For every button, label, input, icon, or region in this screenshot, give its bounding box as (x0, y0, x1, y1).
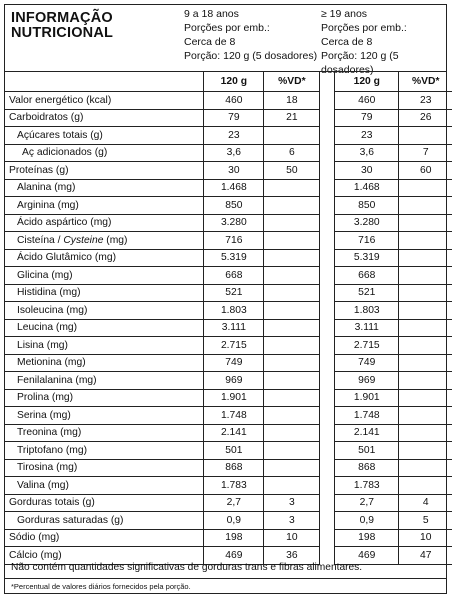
row-label: Treonina (mg) (5, 424, 204, 442)
cell-amount-9-18: 0,9 (204, 512, 264, 530)
column-gap (320, 267, 335, 285)
cell-vd-9-18: 3 (264, 512, 320, 530)
cell-vd-19-plus (399, 249, 452, 267)
cell-vd-9-18: 3 (264, 494, 320, 512)
row-label: Valor energético (kcal) (5, 92, 204, 110)
cell-amount-9-18: 2.715 (204, 337, 264, 355)
table-row (5, 442, 452, 460)
table-row (5, 477, 452, 495)
cell-amount-19-plus: 749 (335, 354, 399, 372)
row-label: Proteínas (g) (5, 162, 204, 180)
cell-vd-19-plus (399, 284, 452, 302)
cell-amount-19-plus: 23 (335, 127, 399, 145)
cell-amount-9-18: 501 (204, 442, 264, 460)
cell-vd-9-18: 18 (264, 92, 320, 110)
cell-vd-19-plus (399, 232, 452, 250)
row-label: Glicina (mg) (5, 267, 204, 285)
cell-amount-19-plus: 469 (335, 547, 399, 565)
table-row (5, 337, 452, 355)
group-approx: Cerca de 8 (184, 36, 236, 48)
group-approx: Cerca de 8 (321, 36, 373, 48)
cell-amount-9-18: 668 (204, 267, 264, 285)
table-row (5, 162, 452, 180)
cell-amount-19-plus: 716 (335, 232, 399, 250)
table-row (5, 372, 452, 390)
cell-amount-9-18: 3,6 (204, 144, 264, 162)
cell-amount-9-18: 1.748 (204, 407, 264, 425)
group-portions: Porções por emb.: (184, 22, 270, 34)
header-vd-19-plus: %VD* (399, 71, 452, 92)
column-gap (320, 337, 335, 355)
cell-amount-9-18: 79 (204, 109, 264, 127)
cell-vd-19-plus (399, 389, 452, 407)
cell-vd-19-plus: 23 (399, 92, 452, 110)
row-label: Arginina (mg) (5, 197, 204, 215)
column-gap (320, 512, 335, 530)
cell-vd-19-plus: 7 (399, 144, 452, 162)
nutrition-table (5, 71, 452, 565)
cell-amount-19-plus: 30 (335, 162, 399, 180)
cell-vd-9-18: 21 (264, 109, 320, 127)
table-row (5, 407, 452, 425)
row-label: Metionina (mg) (5, 354, 204, 372)
row-label: Tirosina (mg) (5, 459, 204, 477)
column-gap (320, 232, 335, 250)
cell-amount-9-18: 969 (204, 372, 264, 390)
group-age: 9 a 18 anos (184, 8, 239, 20)
row-label-prefix: Cisteína / (17, 234, 64, 246)
cell-amount-19-plus: 5.319 (335, 249, 399, 267)
cell-amount-19-plus: 2.141 (335, 424, 399, 442)
cell-vd-19-plus: 47 (399, 547, 452, 565)
cell-amount-19-plus: 969 (335, 372, 399, 390)
row-label: Gorduras saturadas (g) (5, 512, 204, 530)
header-vd-9-18: %VD* (264, 71, 320, 92)
column-gap (320, 92, 335, 110)
row-label: Cálcio (mg) (5, 547, 204, 565)
title-line-1: INFORMAÇÃO (11, 10, 113, 26)
column-gap (320, 249, 335, 267)
cell-amount-19-plus: 1.468 (335, 179, 399, 197)
column-gap (320, 214, 335, 232)
cell-amount-9-18: 3.111 (204, 319, 264, 337)
cell-vd-19-plus (399, 214, 452, 232)
cell-vd-9-18 (264, 442, 320, 460)
cell-vd-9-18 (264, 337, 320, 355)
footnote-rule (5, 578, 446, 579)
cell-vd-19-plus (399, 477, 452, 495)
column-gap (320, 442, 335, 460)
cell-vd-9-18 (264, 214, 320, 232)
cell-vd-9-18 (264, 354, 320, 372)
row-label: Prolina (mg) (5, 389, 204, 407)
row-label: Histidina (mg) (5, 284, 204, 302)
cell-vd-9-18 (264, 302, 320, 320)
cell-vd-19-plus (399, 407, 452, 425)
cell-vd-9-18 (264, 232, 320, 250)
table-row (5, 319, 452, 337)
cell-amount-9-18: 469 (204, 547, 264, 565)
table-row (5, 389, 452, 407)
table-row (5, 354, 452, 372)
cell-vd-9-18: 6 (264, 144, 320, 162)
vd-note: *Percentual de valores diários fornecidos pela porção. (11, 582, 191, 591)
column-gap (320, 284, 335, 302)
table-row (5, 459, 452, 477)
cell-amount-19-plus: 2.715 (335, 337, 399, 355)
table-row (5, 127, 452, 145)
cell-vd-9-18 (264, 477, 320, 495)
cell-amount-19-plus: 850 (335, 197, 399, 215)
cell-amount-9-18: 23 (204, 127, 264, 145)
label-title (11, 11, 113, 41)
cell-vd-19-plus: 26 (399, 109, 452, 127)
column-gap (320, 529, 335, 547)
table-row (5, 109, 452, 127)
cell-amount-19-plus: 868 (335, 459, 399, 477)
column-gap (320, 144, 335, 162)
header-label-cell (5, 71, 204, 92)
cell-amount-9-18: 30 (204, 162, 264, 180)
row-label: Açúcares totais (g) (5, 127, 204, 145)
row-label: Leucina (mg) (5, 319, 204, 337)
title-line-2: NUTRICIONAL (11, 25, 114, 41)
cell-vd-9-18 (264, 319, 320, 337)
cell-amount-9-18: 1.803 (204, 302, 264, 320)
column-gap (320, 302, 335, 320)
table-row (5, 232, 452, 250)
column-gap (320, 477, 335, 495)
cell-vd-9-18 (264, 284, 320, 302)
table-row (5, 267, 452, 285)
column-gap (320, 319, 335, 337)
cell-vd-9-18: 36 (264, 547, 320, 565)
cell-vd-9-18 (264, 459, 320, 477)
column-gap (320, 354, 335, 372)
cell-vd-9-18 (264, 127, 320, 145)
table-row (5, 424, 452, 442)
cell-vd-9-18 (264, 197, 320, 215)
cell-vd-9-18: 50 (264, 162, 320, 180)
cell-vd-19-plus (399, 354, 452, 372)
cell-amount-9-18: 5.319 (204, 249, 264, 267)
table-row (5, 529, 452, 547)
column-gap (320, 459, 335, 477)
cell-vd-9-18 (264, 407, 320, 425)
row-label-italic: Cysteine (63, 234, 104, 246)
cell-vd-19-plus (399, 127, 452, 145)
row-label: Gorduras totais (g) (5, 494, 204, 512)
table-row (5, 284, 452, 302)
table-header-row (5, 71, 452, 92)
cell-vd-19-plus (399, 319, 452, 337)
cell-vd-9-18 (264, 424, 320, 442)
cell-amount-9-18: 716 (204, 232, 264, 250)
cell-amount-9-18: 2,7 (204, 494, 264, 512)
table-row (5, 197, 452, 215)
cell-amount-19-plus: 668 (335, 267, 399, 285)
row-label: Triptofano (mg) (5, 442, 204, 460)
cell-amount-19-plus: 1.803 (335, 302, 399, 320)
column-gap (320, 372, 335, 390)
cell-amount-9-18: 1.783 (204, 477, 264, 495)
cell-vd-19-plus (399, 372, 452, 390)
column-gap (320, 127, 335, 145)
header-amount-9-18: 120 g (204, 71, 264, 92)
cell-amount-19-plus: 521 (335, 284, 399, 302)
group-header-19-plus (321, 7, 452, 77)
row-label: Sódio (mg) (5, 529, 204, 547)
cell-amount-9-18: 198 (204, 529, 264, 547)
cell-amount-19-plus: 2,7 (335, 494, 399, 512)
cell-vd-19-plus (399, 424, 452, 442)
cell-amount-19-plus: 460 (335, 92, 399, 110)
group-portions: Porções por emb.: (321, 22, 407, 34)
cell-amount-9-18: 2.141 (204, 424, 264, 442)
cell-amount-9-18: 1.901 (204, 389, 264, 407)
row-label: Serina (mg) (5, 407, 204, 425)
cell-amount-19-plus: 1.748 (335, 407, 399, 425)
cell-vd-19-plus: 60 (399, 162, 452, 180)
cell-vd-19-plus (399, 459, 452, 477)
table-row (5, 179, 452, 197)
column-gap (320, 197, 335, 215)
table-row (5, 144, 452, 162)
table-row (5, 512, 452, 530)
row-label: Fenilalanina (mg) (5, 372, 204, 390)
column-gap (320, 494, 335, 512)
cell-amount-9-18: 850 (204, 197, 264, 215)
cell-amount-19-plus: 3,6 (335, 144, 399, 162)
group-serving: Porção: 120 g (5 dosadores) (321, 50, 399, 76)
row-label-suffix: (mg) (103, 234, 128, 246)
cell-vd-19-plus: 4 (399, 494, 452, 512)
column-gap (320, 179, 335, 197)
cell-amount-9-18: 521 (204, 284, 264, 302)
cell-amount-19-plus: 1.783 (335, 477, 399, 495)
cell-amount-19-plus: 198 (335, 529, 399, 547)
cell-amount-9-18: 749 (204, 354, 264, 372)
group-age: ≥ 19 anos (321, 8, 368, 20)
cell-vd-9-18 (264, 372, 320, 390)
row-label: Ácido aspártico (mg) (5, 214, 204, 232)
table-row (5, 214, 452, 232)
cell-vd-19-plus (399, 179, 452, 197)
cell-vd-9-18: 10 (264, 529, 320, 547)
cell-vd-9-18 (264, 179, 320, 197)
cell-amount-9-18: 460 (204, 92, 264, 110)
header-amount-19-plus: 120 g (335, 71, 399, 92)
cell-amount-19-plus: 0,9 (335, 512, 399, 530)
nutrition-table-body (5, 71, 452, 564)
cell-amount-19-plus: 3.111 (335, 319, 399, 337)
row-label: Valina (mg) (5, 477, 204, 495)
cell-amount-19-plus: 1.901 (335, 389, 399, 407)
column-gap (320, 162, 335, 180)
table-row (5, 249, 452, 267)
row-label: Alanina (mg) (5, 179, 204, 197)
cell-vd-9-18 (264, 267, 320, 285)
table-row (5, 92, 452, 110)
row-label: Lisina (mg) (5, 337, 204, 355)
row-label: Isoleucina (mg) (5, 302, 204, 320)
footnote: Não contém quantidades significativas de gorduras trans e fibras alimentares. (11, 562, 363, 573)
column-gap (320, 71, 335, 92)
column-gap (320, 407, 335, 425)
cell-amount-19-plus: 501 (335, 442, 399, 460)
row-label: Ácido Glutâmico (mg) (5, 249, 204, 267)
column-gap (320, 424, 335, 442)
table-row (5, 494, 452, 512)
cell-vd-19-plus (399, 302, 452, 320)
row-label: Aç adicionados (g) (5, 144, 204, 162)
cell-vd-9-18 (264, 389, 320, 407)
column-gap (320, 109, 335, 127)
column-gap (320, 389, 335, 407)
cell-vd-19-plus: 5 (399, 512, 452, 530)
cell-vd-9-18 (264, 249, 320, 267)
cell-amount-9-18: 1.468 (204, 179, 264, 197)
cell-vd-19-plus (399, 197, 452, 215)
cell-amount-19-plus: 3.280 (335, 214, 399, 232)
cell-amount-9-18: 868 (204, 459, 264, 477)
cell-vd-19-plus (399, 267, 452, 285)
group-header-9-18 (184, 7, 317, 63)
cell-vd-19-plus: 10 (399, 529, 452, 547)
table-row (5, 302, 452, 320)
cell-vd-19-plus (399, 337, 452, 355)
row-label: Carboidratos (g) (5, 109, 204, 127)
row-label (5, 232, 204, 250)
cell-amount-19-plus: 79 (335, 109, 399, 127)
cell-amount-9-18: 3.280 (204, 214, 264, 232)
cell-vd-19-plus (399, 442, 452, 460)
group-serving: Porção: 120 g (5 dosadores) (184, 50, 318, 62)
